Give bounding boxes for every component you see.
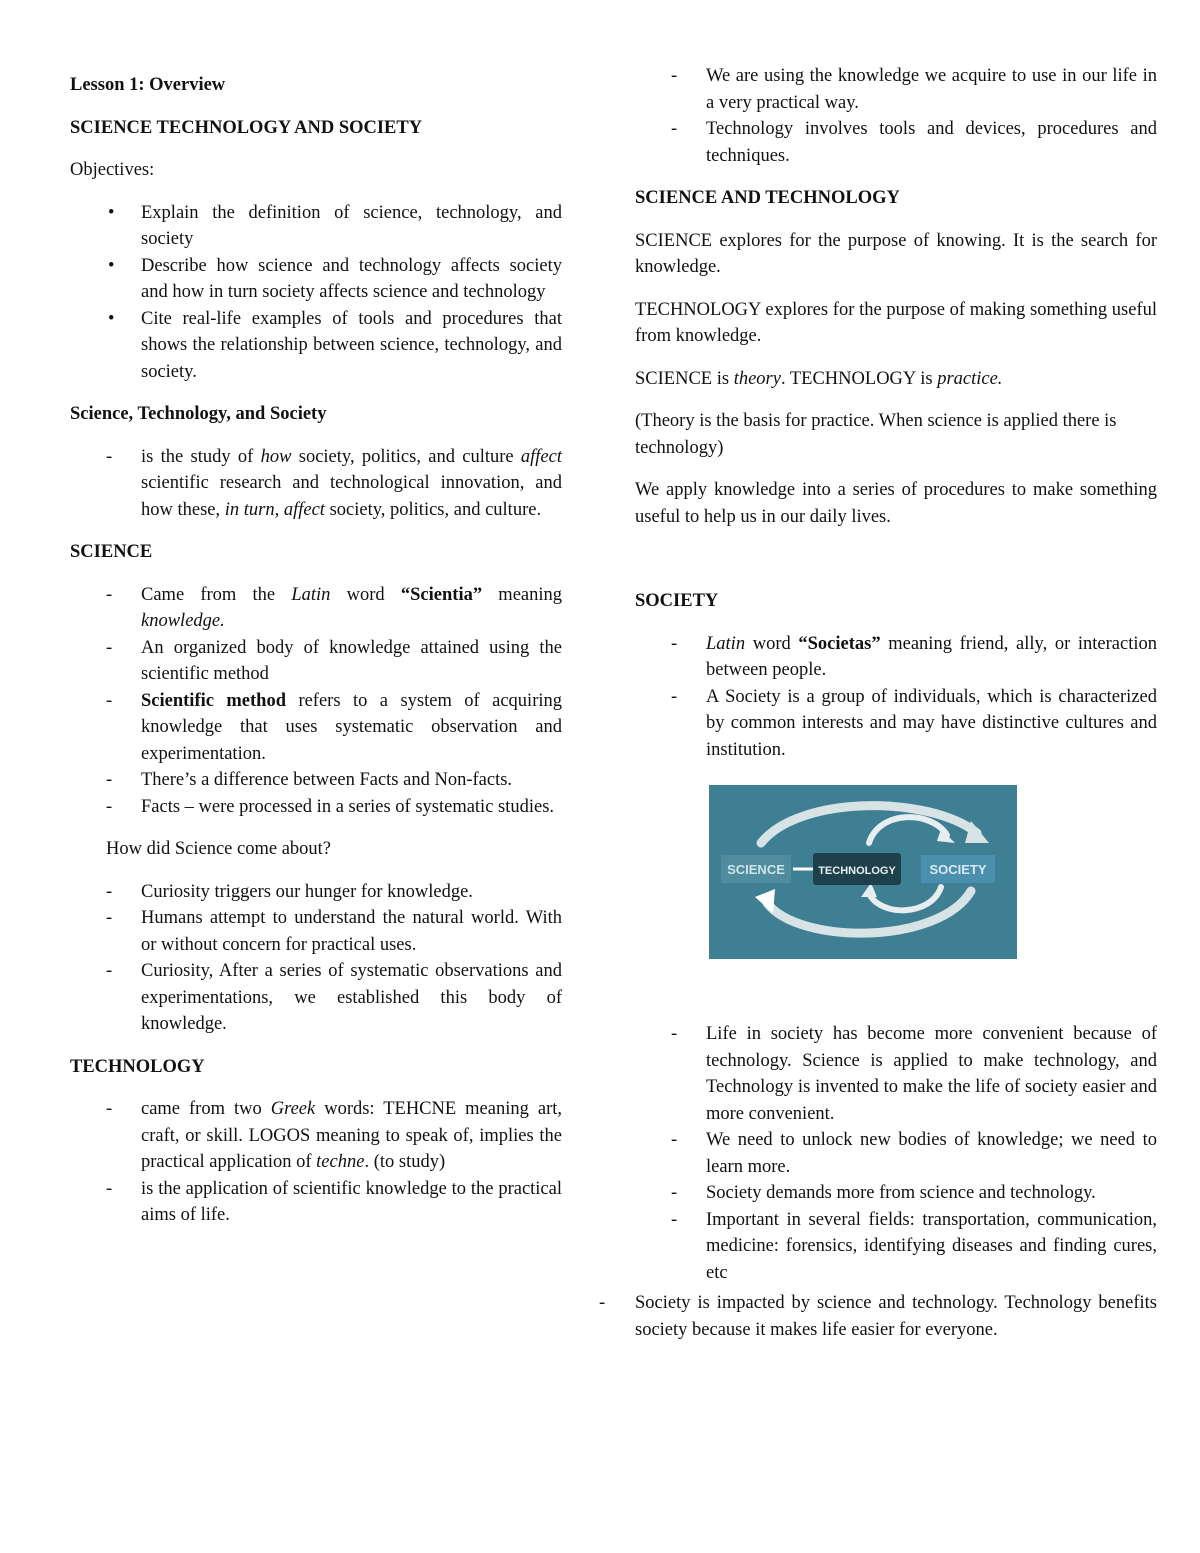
society-heading: SOCIETY (635, 591, 719, 611)
objectives-list (70, 200, 562, 386)
list-item: - There’s a difference between Facts and Non-facts. (70, 767, 562, 794)
list-item: - We need to unlock new bodies of knowledge; we need to learn more. (635, 1127, 1157, 1180)
top-inner-arrow (869, 817, 947, 843)
list-item: - came from two Greek words: TEHCNE meaning art, craft, or skill. LOGOS meaning to speak of, implies the practical application of techne. (to study) (70, 1096, 562, 1176)
list-item: - An organized body of knowledge attained using the scientific method (70, 635, 562, 688)
technology-heading: TECHNOLOGY (70, 1056, 205, 1077)
list-item: - is the application of scientific knowledge to the practical aims of life. (70, 1176, 562, 1229)
list-item: • Cite real-life examples of tools and procedures that shows the relationship between science, technology, and society. (70, 306, 562, 386)
list-item: • Explain the definition of science, technology, and society (70, 200, 562, 253)
list-item: • Describe how science and technology affects society and how in turn society affects science and technology (70, 253, 562, 306)
science-list (70, 582, 562, 821)
list-item: - Technology involves tools and devices, procedures and techniques. (635, 116, 1157, 169)
society-label: SOCIETY (929, 862, 987, 877)
paragraph: (Theory is the basis for practice. When science is applied there is technology) (635, 411, 1117, 458)
list-item: - Society demands more from science and technology. (635, 1180, 1157, 1207)
page-title: SCIENCE TECHNOLOGY AND SOCIETY (70, 117, 423, 138)
science-heading: SCIENCE (70, 542, 153, 562)
science-technology-heading: SCIENCE AND TECHNOLOGY (635, 188, 900, 208)
top-list (635, 63, 1157, 169)
cycle-arrows-graphic (709, 785, 1017, 959)
society-list (635, 631, 1157, 764)
after-list (635, 1021, 1157, 1286)
lesson-title: Lesson 1: Overview (70, 75, 226, 95)
list-item: - Curiosity triggers our hunger for knowledge. (70, 879, 562, 906)
paragraph: SCIENCE explores for the purpose of knowing. It is the search for knowledge. (635, 230, 1157, 277)
list-item: - A Society is a group of individuals, which is characterized by common interests and may have distinctive cultures and institution. (635, 684, 1157, 764)
list-item: - Society is impacted by science and technology. Technology benefits society because it makes life easier for everyone. (635, 1290, 1157, 1343)
list-item: - Latin word “Societas” meaning friend, ally, or interaction between people. (635, 631, 1157, 684)
final-list (635, 1290, 1157, 1343)
list-item: - Life in society has become more convenient because of technology. Science is applied to make technology, and Technology is invented to make the life of society easier and more convenient. (635, 1021, 1157, 1127)
paragraph: TECHNOLOGY explores for the purpose of making something useful from knowledge. (635, 299, 1157, 346)
list-item: - Scientific method refers to a system of acquiring knowledge that uses systematic observation and experimentation. (70, 688, 562, 768)
technology-label: TECHNOLOGY (818, 865, 896, 877)
list-item: - Came from the Latin word “Scientia” meaning knowledge. (70, 582, 562, 635)
technology-list (70, 1096, 562, 1229)
how-question: How did Science come about? (106, 839, 332, 859)
how-list (70, 879, 562, 1038)
bottom-outer-arrowhead (755, 889, 775, 913)
bottom-inner-arrow (869, 887, 941, 910)
paragraph: We apply knowledge into a series of procedures to make something useful to help us in our daily lives. (635, 480, 1157, 527)
list-item: - is the study of how society, politics, and culture affect scientific research and technological innovation, and how these, in turn, affect society, politics, and culture. (70, 444, 562, 524)
science-label: SCIENCE (727, 862, 785, 877)
list-item: - We are using the knowledge we acquire to use in our life in a very practical way. (635, 63, 1157, 116)
sts-list (70, 444, 562, 524)
bottom-inner-arrowhead (861, 883, 877, 897)
list-item: - Humans attempt to understand the natural world. With or without concern for practical uses. (70, 905, 562, 958)
list-item: - Facts – were processed in a series of systematic studies. (70, 794, 562, 821)
list-item: - Curiosity, After a series of systematic observations and experimentations, we established this body of knowledge. (70, 958, 562, 1038)
paragraph: SCIENCE is theory. TECHNOLOGY is practice. (635, 368, 1003, 389)
right-column (635, 63, 1157, 1359)
left-column (70, 60, 562, 1245)
objectives-label: Objectives: (70, 160, 155, 180)
list-item: - Important in several fields: transportation, communication, medicine: forensics, identifying diseases and finding cures, etc (635, 1207, 1157, 1287)
sts-heading: Science, Technology, and Society (70, 404, 327, 424)
sts-cycle-diagram (709, 785, 1017, 959)
